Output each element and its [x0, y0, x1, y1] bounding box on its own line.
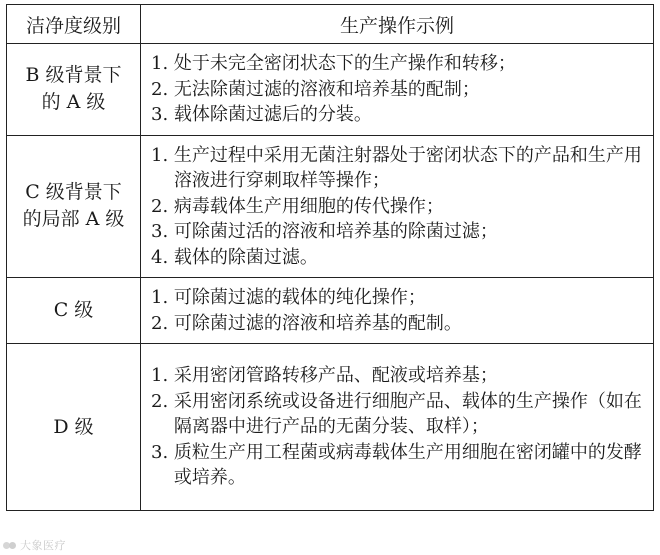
list-item — [151, 311, 645, 337]
item-text: 可除菌过滤的溶液和培养基的配制。 — [173, 312, 462, 334]
item-text: 生产过程中采用无菌注射器处于密闭状态下的产品和生产用溶液进行穿刺取样等操作； — [173, 144, 642, 191]
table-row — [7, 278, 654, 344]
item-number: 2. — [151, 390, 174, 412]
list-item — [151, 285, 645, 311]
examples-cell — [141, 44, 654, 136]
watermark — [3, 537, 66, 553]
item-number: 1. — [151, 365, 174, 387]
examples-cell — [141, 344, 654, 511]
cleanroom-grade-table — [6, 4, 654, 511]
list-item — [151, 77, 645, 103]
level-line: C 级 — [53, 299, 94, 321]
list-item — [151, 102, 645, 128]
item-number: 4. — [151, 246, 174, 268]
list-item — [151, 245, 645, 271]
table-row — [7, 44, 654, 136]
item-number: 1. — [151, 287, 174, 308]
header-cleanliness-level: 洁净度级别 — [7, 5, 141, 44]
table-header-row — [7, 5, 654, 44]
level-line: 的局部 A 级 — [22, 208, 125, 231]
table-row — [7, 344, 654, 511]
list-item — [151, 363, 645, 389]
examples-cell — [141, 135, 654, 278]
list-item — [151, 51, 645, 77]
level-cell — [7, 44, 141, 136]
item-text: 处于未完全密闭状态下的生产操作和转移； — [173, 53, 516, 74]
level-line: B 级背景下 — [25, 64, 122, 87]
item-number: 1. — [151, 53, 174, 74]
item-number: 2. — [151, 78, 174, 100]
item-text: 病毒载体生产用细胞的传代操作； — [173, 195, 444, 217]
level-cell — [7, 135, 141, 278]
list-item — [151, 389, 645, 440]
level-line: 的 A 级 — [41, 91, 106, 114]
item-text: 采用密闭系统或设备进行细胞产品、载体的生产操作（如在隔离器中进行产品的无菌分装、取样）； — [173, 390, 642, 438]
list-item — [151, 219, 645, 245]
item-text: 无法除菌过滤的溶液和培养基的配制； — [173, 78, 480, 100]
table-row — [7, 135, 654, 278]
list-item — [151, 143, 645, 194]
level-line: D 级 — [53, 415, 94, 438]
item-text: 可除菌过滤的载体的纯化操作； — [173, 287, 426, 308]
item-number: 3. — [151, 104, 174, 125]
level-line: C 级背景下 — [25, 181, 122, 204]
item-number: 2. — [151, 312, 174, 334]
item-text: 质粒生产用工程菌或病毒载体生产用细胞在密闭罐中的发酵或培养。 — [173, 441, 642, 489]
list-item — [151, 440, 645, 491]
item-number: 3. — [151, 441, 174, 463]
item-text: 载体除菌过滤后的分装。 — [173, 104, 372, 125]
item-number: 3. — [151, 221, 174, 242]
header-operation-examples: 生产操作示例 — [141, 5, 654, 44]
level-cell — [7, 344, 141, 511]
examples-cell — [141, 278, 654, 344]
item-text: 载体的除菌过滤。 — [173, 246, 318, 268]
watermark-text: 大象医疗 — [20, 539, 66, 552]
item-text: 采用密闭管路转移产品、配液或培养基； — [173, 365, 498, 387]
level-cell — [7, 278, 141, 344]
item-number: 1. — [151, 144, 174, 166]
watermark-logo-icon — [3, 540, 17, 550]
item-text: 可除菌过活的溶液和培养基的除菌过滤； — [173, 221, 498, 242]
list-item — [151, 194, 645, 220]
item-number: 2. — [151, 195, 174, 217]
